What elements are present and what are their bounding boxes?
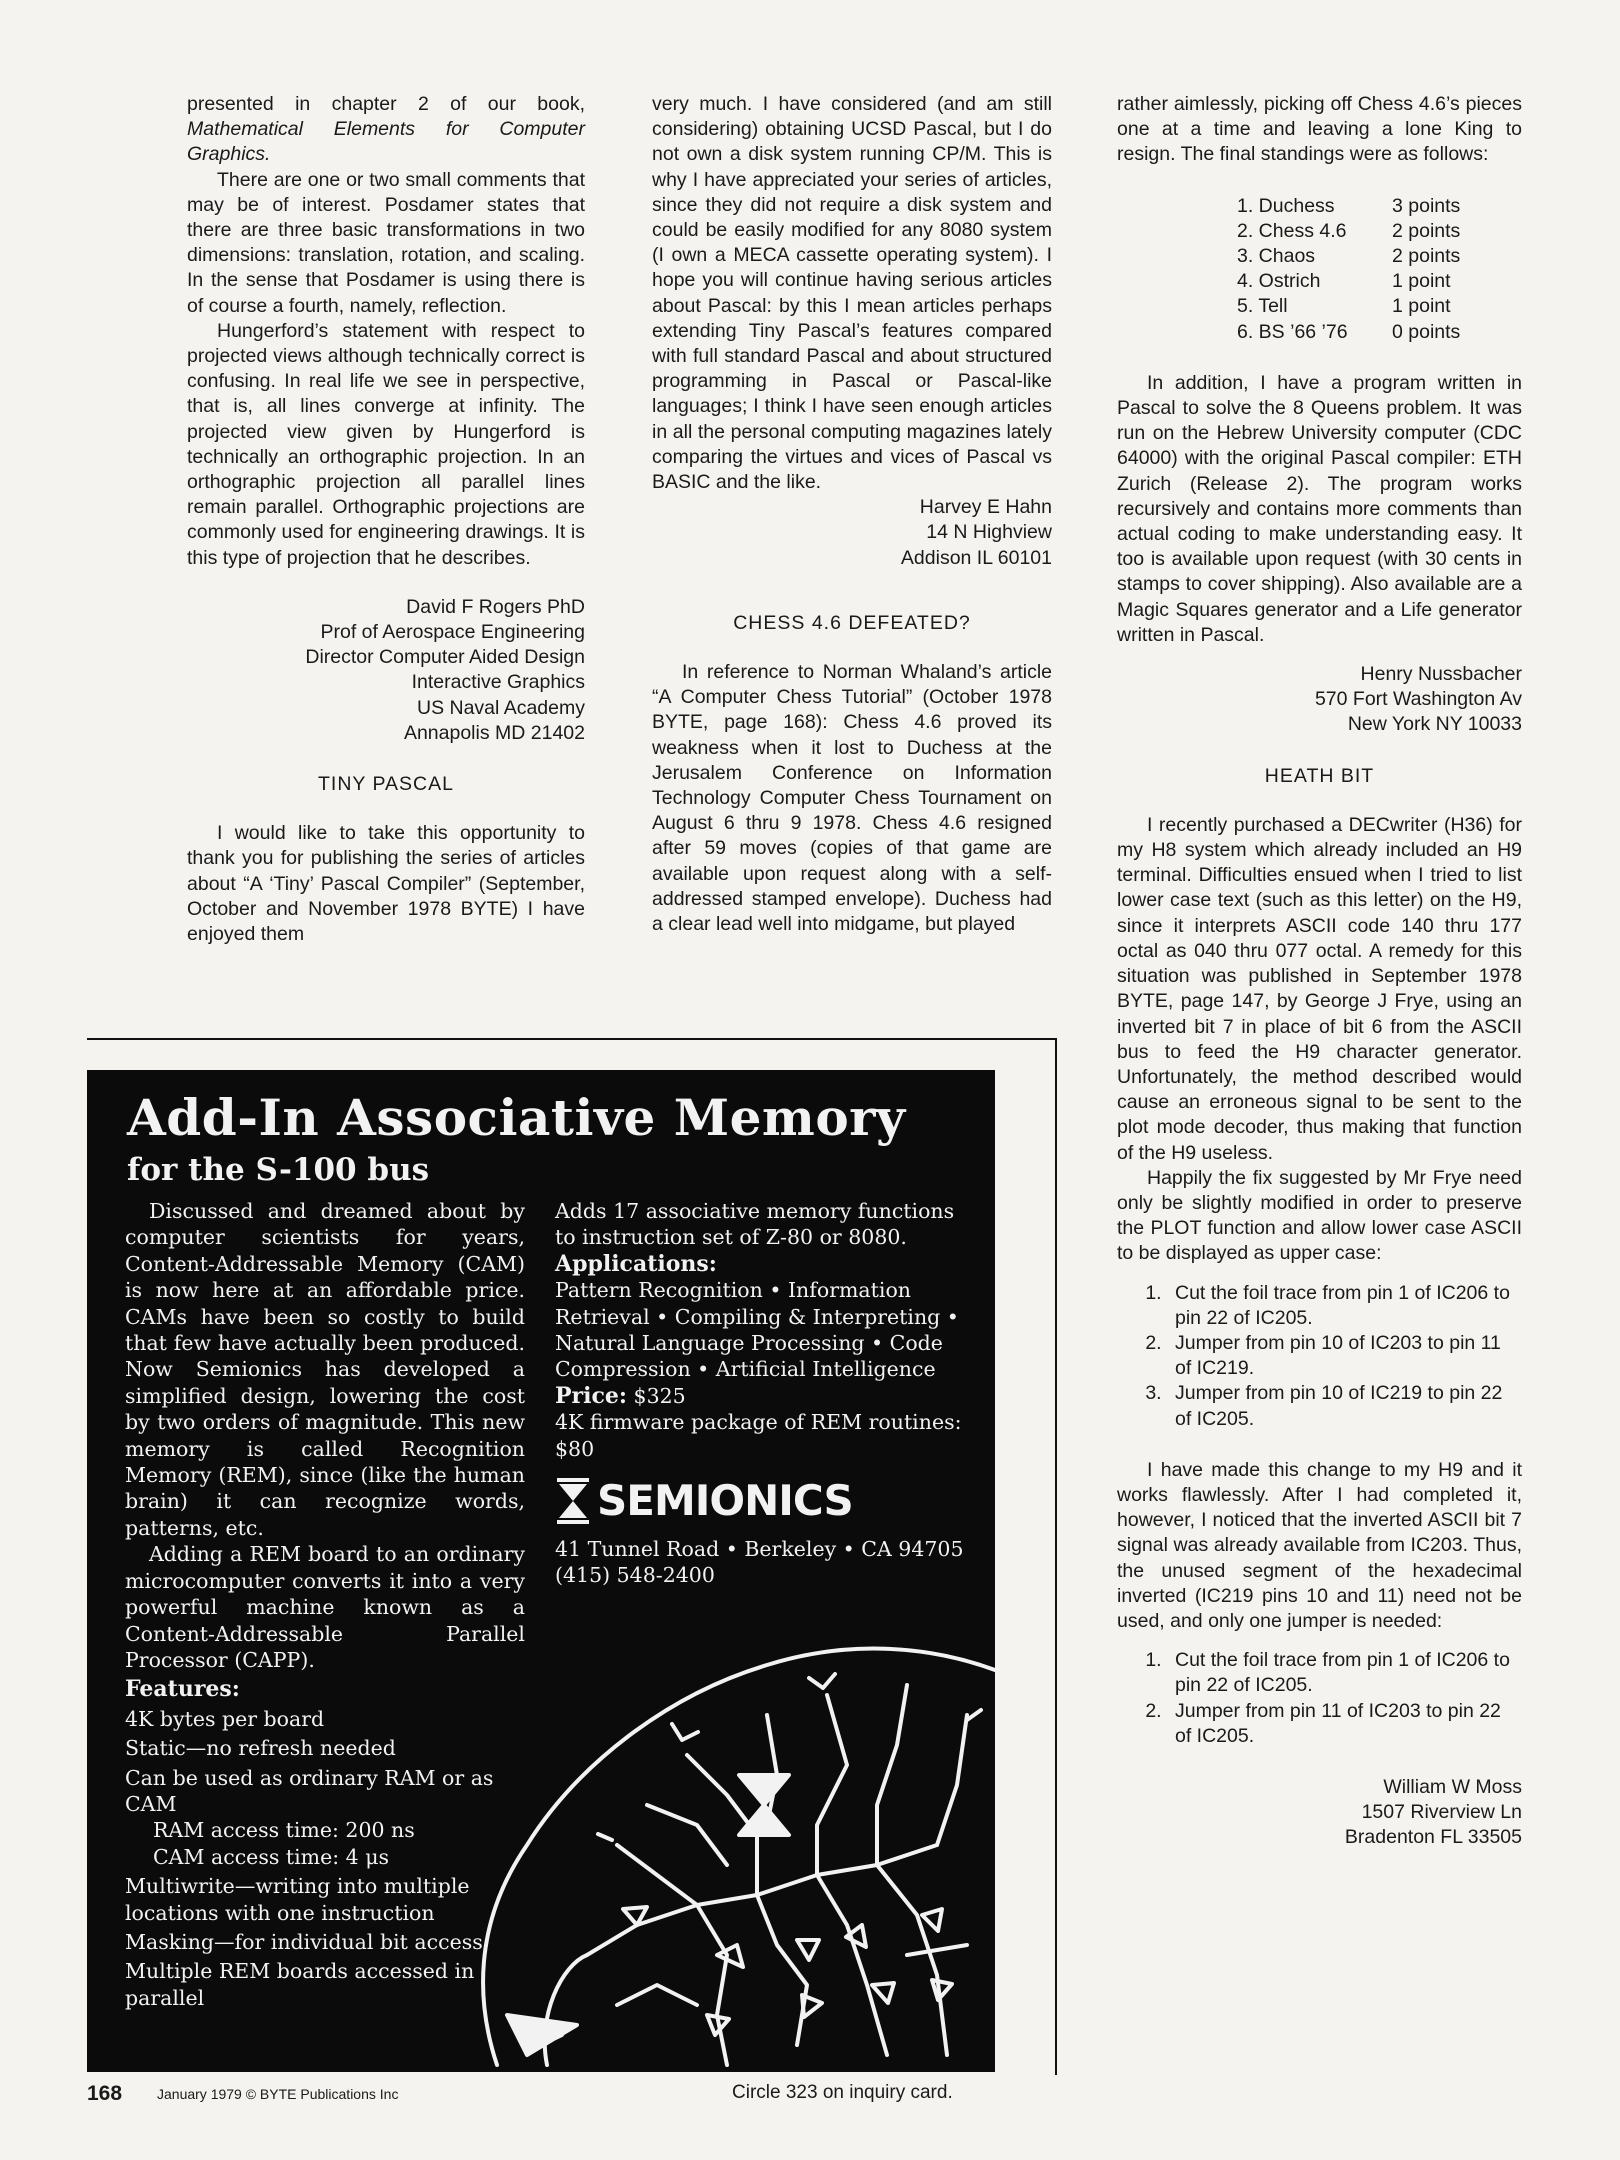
access-time: CAM access time: 4 μs	[153, 1844, 390, 1869]
ad-subtitle: for the S-100 bus	[127, 1152, 430, 1188]
semionics-logo	[555, 1475, 975, 1525]
col2-para-1: very much. I have considered (and am still considering) obtaining UCSD Pascal, but I do not own a disk system running CP/M. This is why I have appreciated your series of articles, since they did not require a disk system and could be easily modified for any 8080 system (I own a MECA cassette operating system). I hope you will continue having serious articles about Pascal: by this I mean articles perhaps extending Tiny Pascal’s features compared with full standard Pascal and about structured programming in Pascal or Pascal-like languages; I think I have seen enough articles in all the personal computing magazines lately comparing the virtues and vices of Pascal vs BASIC and the like.	[652, 93, 1052, 494]
access-time: RAM access time: 200 ns	[153, 1818, 415, 1843]
col3-para-1: rather aimlessly, picking off Chess 4.6’s pieces one at a time and leaving a lone King to resign. The final standings were as follows:	[1117, 93, 1522, 166]
signature-moss	[1117, 1775, 1522, 1851]
ad-frame-top-rule	[87, 1038, 1056, 1040]
sig-line: Interactive Graphics	[411, 671, 585, 694]
standing-points: 3 points	[1392, 194, 1461, 217]
ad-phone: (415) 548-2400	[555, 1563, 715, 1588]
standings-table	[1237, 194, 1522, 345]
standing-name: 1. Duchess	[1237, 194, 1335, 217]
issue-date-line: January 1979 © BYTE Publications Inc	[157, 2086, 399, 2102]
sig-line: Annapolis MD 21402	[403, 721, 585, 744]
heading-heath-bit: HEATH BIT	[1264, 764, 1375, 787]
heading-chess: CHESS 4.6 DEFEATED?	[733, 611, 971, 634]
semionics-advertisement	[87, 1070, 995, 2072]
feature-item: 4K bytes per board	[125, 1706, 325, 1731]
features-heading: Features:	[125, 1676, 240, 1703]
standing-name: 3. Chaos	[1237, 245, 1316, 268]
sig-line: 1507 Riverview Ln	[1361, 1801, 1522, 1824]
list-item: 2. Jumper from pin 11 of IC203 to pin 22 of IC205.	[1167, 1699, 1522, 1749]
fix-list-2	[1117, 1648, 1522, 1749]
col1-para-4: I would like to take this opportunity to thank you for publishing the series of articles about “A ‘Tiny’ Pascal Compiler” (September, October and November 1978 BYTE) I have enjoyed them	[187, 822, 585, 946]
logo-text: SEMIONICS	[597, 1475, 853, 1525]
inquiry-card-note: Circle 323 on inquiry card.	[732, 2082, 953, 2103]
feature-item: Multiple REM boards accessed in parallel	[125, 1959, 475, 2010]
sig-line: Bradenton FL 33505	[1344, 1826, 1522, 1849]
ad-left-column	[125, 1198, 525, 2011]
standing-points: 1 point	[1392, 295, 1451, 318]
ad-intro: Discussed and dreamed about by computer scientists for years, Content-Addressable Memory (CAM) is now here at an affordable price. CAMs have been so costly to build that few have actually been produced. Now Semionics has developed a simplified design, lowering the cost by two orders of magnitude. This new memory is called Recognition Memory (REM), since (like the human brain) it can recognize words, patterns, etc.	[125, 1199, 525, 1540]
col1-para-3: Hungerford’s statement with respect to projected views although technically correct is confusing. In real life we see in perspective, that is, all lines converge at infinity. The projected view given by Hungerford is technically an orthographic projection. In an orthographic projection all parallel lines remain parallel. Orthographic projections are commonly used for engineering drawings. It is this type of projection that he describes.	[187, 319, 585, 569]
hourglass-logo-icon	[555, 1478, 591, 1524]
col1-para-2: There are one or two small comments that may be of interest. Posdamer states that there are three basic transformations in two dimensions: translation, rotation, and scaling. In the sense that Posdamer is using there is of course a fourth, namely, reflection.	[187, 168, 585, 317]
price-value: $325	[633, 1383, 686, 1408]
fix-list-1	[1117, 1281, 1522, 1432]
standing-points: 1 point	[1392, 270, 1451, 293]
sig-line: 570 Fort Washington Av	[1314, 688, 1522, 711]
sig-line: 14 N Highview	[926, 521, 1052, 544]
feature-item: Can be used as ordinary RAM or as CAM	[125, 1765, 494, 1816]
list-item: 3. Jumper from pin 10 of IC219 to pin 22 of IC205.	[1167, 1381, 1522, 1431]
signature-nussbacher	[1117, 662, 1522, 738]
brain-network-illustration	[467, 1625, 995, 2072]
feature-item: Multiwrite—writing into multiple locations with one instruction	[125, 1874, 470, 1925]
column-1	[187, 92, 585, 947]
ad-title: Add-In Associative Memory	[127, 1088, 906, 1147]
applications-list: Pattern Recognition • Information Retrieval • Compiling & Interpreting • Natural Language Processing • Code Compression • Artificial Intelligence	[555, 1278, 959, 1382]
sig-line: US Naval Academy	[417, 696, 585, 719]
col1-para-1-text: presented in chapter 2 of our book,	[187, 93, 585, 115]
standing-name: 2. Chess 4.6	[1237, 219, 1347, 242]
page-number: 168	[87, 2082, 123, 2105]
column-3	[1117, 92, 1522, 1851]
standing-name: 6. BS ’66 ’76	[1237, 320, 1348, 343]
ad-capp: Adding a REM board to an ordinary microcomputer converts it into a very powerful machine known as a Content-Addressable Parallel Processor (CAPP).	[125, 1542, 525, 1672]
sig-line: Harvey E Hahn	[919, 496, 1052, 519]
standing-points: 2 points	[1392, 219, 1461, 242]
col3-para-5: I have made this change to my H9 and it works flawlessly. After I had completed it, however, I noticed that the inverted ASCII bit 7 signal was already available from IC203. Thus, the unused segment of the hexadecimal inverted (IC219 pins 10 and 11) need not be used, and only one jumper is needed:	[1117, 1458, 1522, 1632]
sig-line: Director Computer Aided Design	[305, 646, 585, 669]
column-2	[652, 92, 1052, 937]
sig-line: Addison IL 60101	[900, 546, 1052, 569]
book-title: Mathematical Elements for Computer Graphics.	[187, 118, 585, 166]
standing-points: 2 points	[1392, 245, 1461, 268]
col2-para-2: In reference to Norman Whaland’s article “A Computer Chess Tutorial” (October 1978 BYTE, page 168): Chess 4.6 proved its weakness when it lost to Duchess at the Jerusalem Conference on Information Technology Computer Chess Tournament on August 6 thru 9 1978. Chess 4.6 resigned after 59 moves (copies of that game are available upon request along with a self-addressed stamped envelope). Duchess had a clear lead well into midgame, but played	[652, 661, 1052, 936]
standing-name: 5. Tell	[1237, 295, 1288, 318]
feature-item: Masking—for individual bit access	[125, 1929, 483, 1954]
col3-para-2: In addition, I have a program written in Pascal to solve the 8 Queens problem. It was run on the Hebrew University computer (CDC 64000) with the original Pascal compiler: ETH Zurich (Release 2). The program works recursively and contains more comments than actual coding to make understanding easy. It too is available upon request (with 30 cents in stamps to cover shipping). Also available are a Magic Squares generator and a Life generator written in Pascal.	[1117, 371, 1522, 646]
signature-rogers	[187, 595, 585, 746]
ad-frame-side-rule	[1055, 1038, 1057, 2075]
applications-heading: Applications:	[555, 1250, 717, 1277]
col1-para-1	[187, 92, 585, 168]
sig-line: Henry Nussbacher	[1360, 663, 1522, 686]
ad-right-column	[555, 1198, 975, 1589]
firmware-price: 4K firmware package of REM routines: $80	[555, 1410, 962, 1461]
list-item: 1. Cut the foil trace from pin 1 of IC206 to pin 22 of IC205.	[1167, 1281, 1522, 1331]
feature-item: Static—no refresh needed	[125, 1736, 396, 1761]
ad-address: 41 Tunnel Road • Berkeley • CA 94705	[555, 1537, 964, 1562]
col3-para-3: I recently purchased a DECwriter (H36) for my H8 system which already included an H9 terminal. Difficulties ensued when I tried to list lower case text (such as this letter) on the H9, since it interprets ASCII code 140 thru 177 octal as 040 thru 077 octal. A remedy for this situation was published in September 1978 BYTE, page 147, by George J Frye, using an inverted bit 7 in place of bit 6 from the ASCII bus to feed the H9 character generator. Unfortunately, the method described would cause an erroneous signal to be sent to the plot mode decoder, thus making that function of the H9 useless.	[1117, 813, 1522, 1164]
ad-functions: Adds 17 associative memory functions to instruction set of Z-80 or 8080.	[555, 1199, 955, 1250]
signature-hahn	[652, 495, 1052, 571]
col3-para-4: Happily the fix suggested by Mr Frye need only be slightly modified in order to preserve the PLOT function and allow lower case ASCII to be displayed as upper case:	[1117, 1166, 1522, 1265]
sig-line: William W Moss	[1383, 1775, 1522, 1798]
sig-line: David F Rogers PhD	[406, 595, 585, 618]
price-label: Price:	[555, 1382, 628, 1409]
standing-points: 0 points	[1392, 320, 1461, 343]
standing-name: 4. Ostrich	[1237, 270, 1321, 293]
list-item: 1. Cut the foil trace from pin 1 of IC206 to pin 22 of IC205.	[1167, 1648, 1522, 1698]
heading-tiny-pascal: TINY PASCAL	[318, 773, 454, 796]
sig-line: Prof of Aerospace Engineering	[320, 621, 585, 644]
list-item: 2. Jumper from pin 10 of IC203 to pin 11 of IC219.	[1167, 1331, 1522, 1381]
sig-line: New York NY 10033	[1347, 713, 1522, 736]
